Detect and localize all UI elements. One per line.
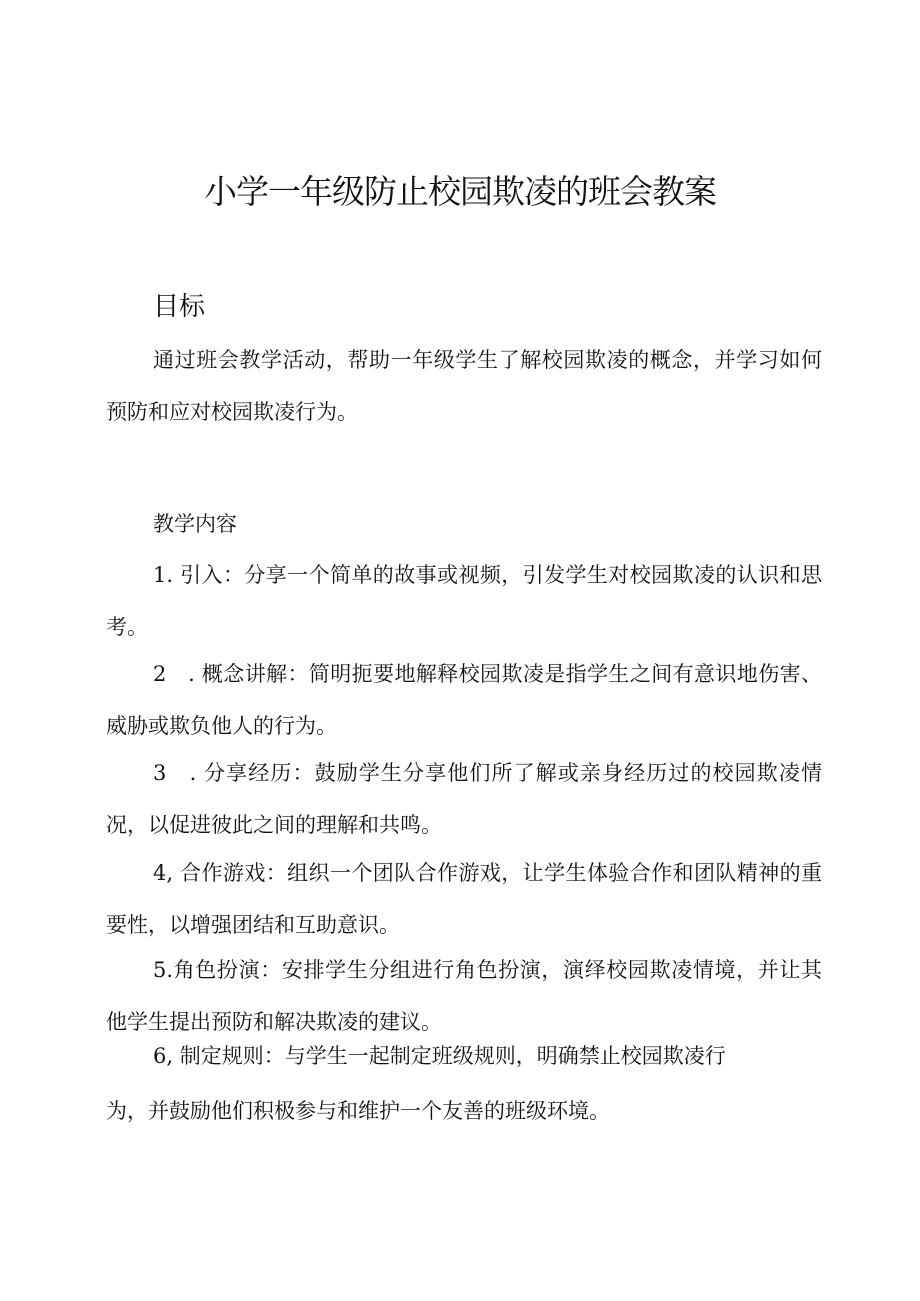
list-item-3: 3 . 分享经历：鼓励学生分享他们所了解或亲身经历过的校园欺凌情况，以促进彼此之间的理解和共鸣。 [106, 761, 822, 837]
list-item-6-line-1: 6, 制定规则：与学生一起制定班级规则，明确禁止校园欺凌行 [153, 1044, 726, 1068]
list-item-5: 5.角色扮演：安排学生分组进行角色扮演，演绎校园欺凌情境，并让其他学生提出预防和解决欺凌的建议。 [106, 958, 822, 1034]
list-item-6-line-2: 为，并鼓励他们积极参与和维护一个友善的班级环境。 [106, 1099, 610, 1123]
objective-heading: 目标 [153, 292, 206, 322]
list-item-2: 2 . 概念讲解：简明扼要地解释校园欺凌是指学生之间有意识地伤害、威胁或欺负他人的行为。 [106, 662, 822, 738]
list-item-1: 1. 引入：分享一个简单的故事或视频，引发学生对校园欺凌的认识和思考。 [106, 563, 822, 639]
list-item-4: 4, 合作游戏：组织一个团队合作游戏，让学生体验合作和团队精神的重要性，以增强团结和互助意识。 [106, 861, 822, 937]
teaching-content-heading: 教学内容 [153, 512, 237, 536]
objective-paragraph: 通过班会教学活动，帮助一年级学生了解校园欺凌的概念，并学习如何预防和应对校园欺凌行为。 [106, 348, 822, 424]
page-title: 小学一年级防止校园欺凌的班会教案 [204, 172, 716, 211]
